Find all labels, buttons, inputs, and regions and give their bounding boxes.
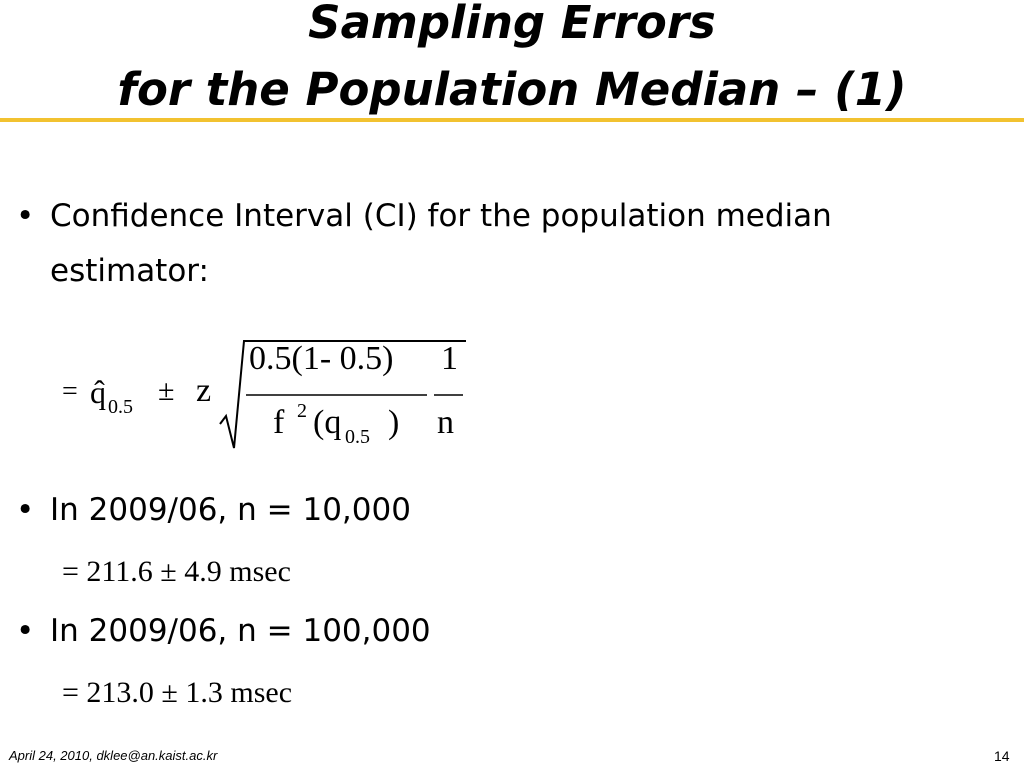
fraction-1-denominator-superscript: 2 [297, 400, 307, 422]
slide-title-line-1: Sampling Errors [308, 0, 716, 49]
bullet-marker: • [16, 492, 35, 528]
formula-qhat-subscript: 0.5 [108, 396, 133, 418]
formula-plus-minus: ± [158, 374, 175, 407]
bullet-marker: • [16, 613, 35, 649]
fraction-1-denominator-f: f [273, 404, 285, 441]
bullet-2-text: In 2009/06, n = 10,000 [50, 492, 411, 528]
bullet-2-result: = 211.6 ± 4.9 msec [62, 555, 291, 588]
fraction-1-denominator-subscript: 0.5 [345, 426, 370, 448]
bullet-1-text-line-1: Confidence Interval (CI) for the population median [50, 198, 832, 234]
bullet-marker: • [16, 198, 35, 234]
page-number: 14 [994, 748, 1010, 764]
bullet-3-result: = 213.0 ± 1.3 msec [62, 676, 293, 709]
formula-equals: = [62, 376, 78, 407]
footer-date-email: April 24, 2010, dklee@an.kaist.ac.kr [9, 748, 218, 763]
fraction-1-numerator: 0.5(1- 0.5) [249, 340, 394, 377]
fraction-2-numerator: 1 [441, 340, 458, 377]
bullet-1-text-line-2: estimator: [50, 253, 209, 289]
formula-qhat: q̂ [90, 374, 106, 410]
fraction-2-denominator: n [437, 404, 454, 441]
formula-z: z [196, 372, 212, 409]
fraction-1-denominator-close: ) [388, 404, 400, 441]
fraction-1-denominator-q: (q [313, 404, 342, 441]
bullet-3-text: In 2009/06, n = 100,000 [50, 613, 431, 649]
slide-title-line-2: for the Population Median – (1) [117, 63, 907, 116]
